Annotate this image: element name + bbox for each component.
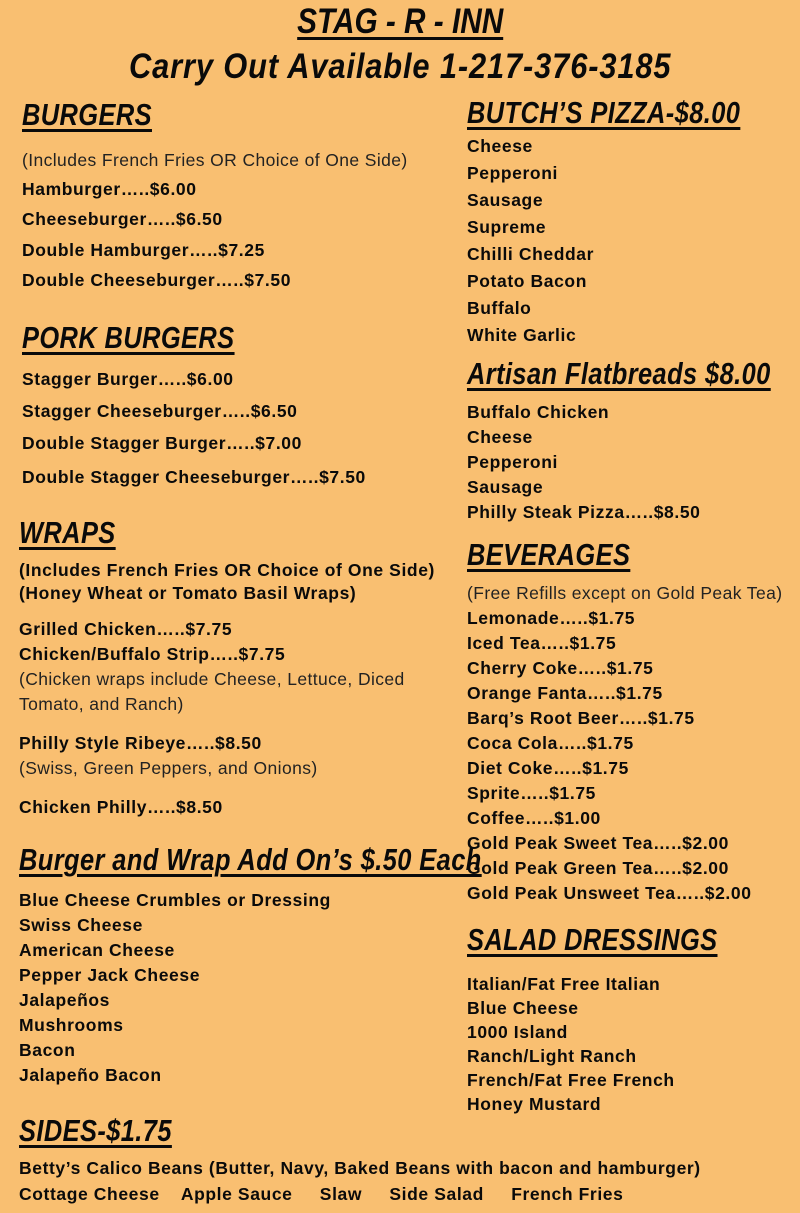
menu-item: Blue Cheese Crumbles or Dressing bbox=[19, 890, 331, 910]
menu-item: Sprite…..$1.75 bbox=[467, 783, 597, 803]
menu-item: Orange Fanta…..$1.75 bbox=[467, 683, 663, 703]
menu-item: Jalapeños bbox=[19, 990, 110, 1010]
menu-item: Sausage bbox=[467, 190, 544, 210]
subtitle-text: Carry Out Available 1-217-376-3185 bbox=[128, 47, 672, 86]
menu-item: Honey Mustard bbox=[467, 1094, 602, 1114]
menu-item: 1000 Island bbox=[467, 1022, 568, 1042]
menu-item: Pepperoni bbox=[467, 163, 558, 183]
menu-item: Buffalo bbox=[467, 298, 532, 318]
menu-item: Chicken/Buffalo Strip…..$7.75 bbox=[19, 644, 286, 664]
menu-item: Italian/Fat Free Italian bbox=[467, 974, 661, 994]
menu-item: (Honey Wheat or Tomato Basil Wraps) bbox=[19, 583, 357, 603]
menu-note: (Free Refills except on Gold Peak Tea) bbox=[467, 583, 783, 603]
restaurant-title bbox=[0, 2, 800, 42]
menu-item: Buffalo Chicken bbox=[467, 402, 610, 422]
title-text: STAG - R - INN bbox=[296, 2, 504, 41]
menu-item: Jalapeño Bacon bbox=[19, 1065, 162, 1085]
section-heading-add-ons: Burger and Wrap Add On’s $.50 Each bbox=[19, 842, 482, 877]
section-heading-beverages: BEVERAGES bbox=[467, 537, 631, 572]
menu-item: Cottage Cheese Apple Sauce Slaw Side Salad French Fries bbox=[19, 1184, 624, 1204]
menu-item: Cheese bbox=[467, 136, 533, 156]
section-heading-flatbreads: Artisan Flatbreads $8.00 bbox=[467, 356, 771, 391]
menu-item: Potato Bacon bbox=[467, 271, 587, 291]
menu-item: Hamburger…..$6.00 bbox=[22, 179, 197, 199]
menu-item: Stagger Burger…..$6.00 bbox=[22, 369, 234, 389]
menu-item: Bacon bbox=[19, 1040, 76, 1060]
menu-item: Pepperoni bbox=[467, 452, 558, 472]
menu-item: Cheese bbox=[467, 427, 533, 447]
menu-note: Tomato, and Ranch) bbox=[19, 694, 184, 714]
menu-note: (Includes French Fries OR Choice of One Side) bbox=[22, 150, 408, 170]
menu-item: Chicken Philly…..$8.50 bbox=[19, 797, 223, 817]
menu-note: (Swiss, Green Peppers, and Onions) bbox=[19, 758, 318, 778]
section-heading-pork-burgers: PORK BURGERS bbox=[22, 320, 235, 355]
menu-item: Barq’s Root Beer…..$1.75 bbox=[467, 708, 695, 728]
menu-item: Iced Tea…..$1.75 bbox=[467, 633, 617, 653]
menu-item: Ranch/Light Ranch bbox=[467, 1046, 637, 1066]
menu-item: Chilli Cheddar bbox=[467, 244, 595, 264]
menu-item: Betty’s Calico Beans (Butter, Navy, Baked Beans with bacon and hamburger) bbox=[19, 1158, 701, 1178]
menu-item: Double Stagger Cheeseburger…..$7.50 bbox=[22, 467, 366, 487]
menu-note: (Chicken wraps include Cheese, Lettuce, Diced bbox=[19, 669, 405, 689]
carry-out-phone bbox=[0, 46, 800, 88]
section-heading-sides: SIDES-$1.75 bbox=[19, 1113, 172, 1148]
menu-item: Gold Peak Green Tea…..$2.00 bbox=[467, 858, 729, 878]
menu-item: Coffee…..$1.00 bbox=[467, 808, 601, 828]
menu-item: Coca Cola…..$1.75 bbox=[467, 733, 634, 753]
menu-item: French/Fat Free French bbox=[467, 1070, 675, 1090]
section-heading-salad-dressings: SALAD DRESSINGS bbox=[467, 922, 718, 957]
menu-item: Swiss Cheese bbox=[19, 915, 143, 935]
menu-item: Blue Cheese bbox=[467, 998, 579, 1018]
menu-item: Pepper Jack Cheese bbox=[19, 965, 201, 985]
menu-item: Stagger Cheeseburger…..$6.50 bbox=[22, 401, 298, 421]
section-heading-burgers: BURGERS bbox=[22, 97, 152, 132]
menu-item: Double Hamburger…..$7.25 bbox=[22, 240, 265, 260]
menu-item: Mushrooms bbox=[19, 1015, 124, 1035]
menu-item: Double Cheeseburger…..$7.50 bbox=[22, 270, 292, 290]
menu-item: White Garlic bbox=[467, 325, 577, 345]
menu-item: Lemonade…..$1.75 bbox=[467, 608, 636, 628]
menu-item: Philly Style Ribeye…..$8.50 bbox=[19, 733, 262, 753]
menu-item: Supreme bbox=[467, 217, 547, 237]
menu-item: Sausage bbox=[467, 477, 544, 497]
menu-item: Philly Steak Pizza…..$8.50 bbox=[467, 502, 701, 522]
menu-item: Diet Coke…..$1.75 bbox=[467, 758, 629, 778]
menu-item: (Includes French Fries OR Choice of One Side) bbox=[19, 560, 435, 580]
menu-item: Grilled Chicken…..$7.75 bbox=[19, 619, 233, 639]
menu-item: Cherry Coke…..$1.75 bbox=[467, 658, 654, 678]
section-heading-pizza: BUTCH’S PIZZA-$8.00 bbox=[467, 95, 741, 130]
menu-item: Double Stagger Burger…..$7.00 bbox=[22, 433, 302, 453]
menu-item: American Cheese bbox=[19, 940, 175, 960]
section-heading-wraps: WRAPS bbox=[19, 515, 116, 550]
menu-item: Gold Peak Unsweet Tea…..$2.00 bbox=[467, 883, 752, 903]
menu-item: Gold Peak Sweet Tea…..$2.00 bbox=[467, 833, 729, 853]
menu-item: Cheeseburger…..$6.50 bbox=[22, 209, 223, 229]
